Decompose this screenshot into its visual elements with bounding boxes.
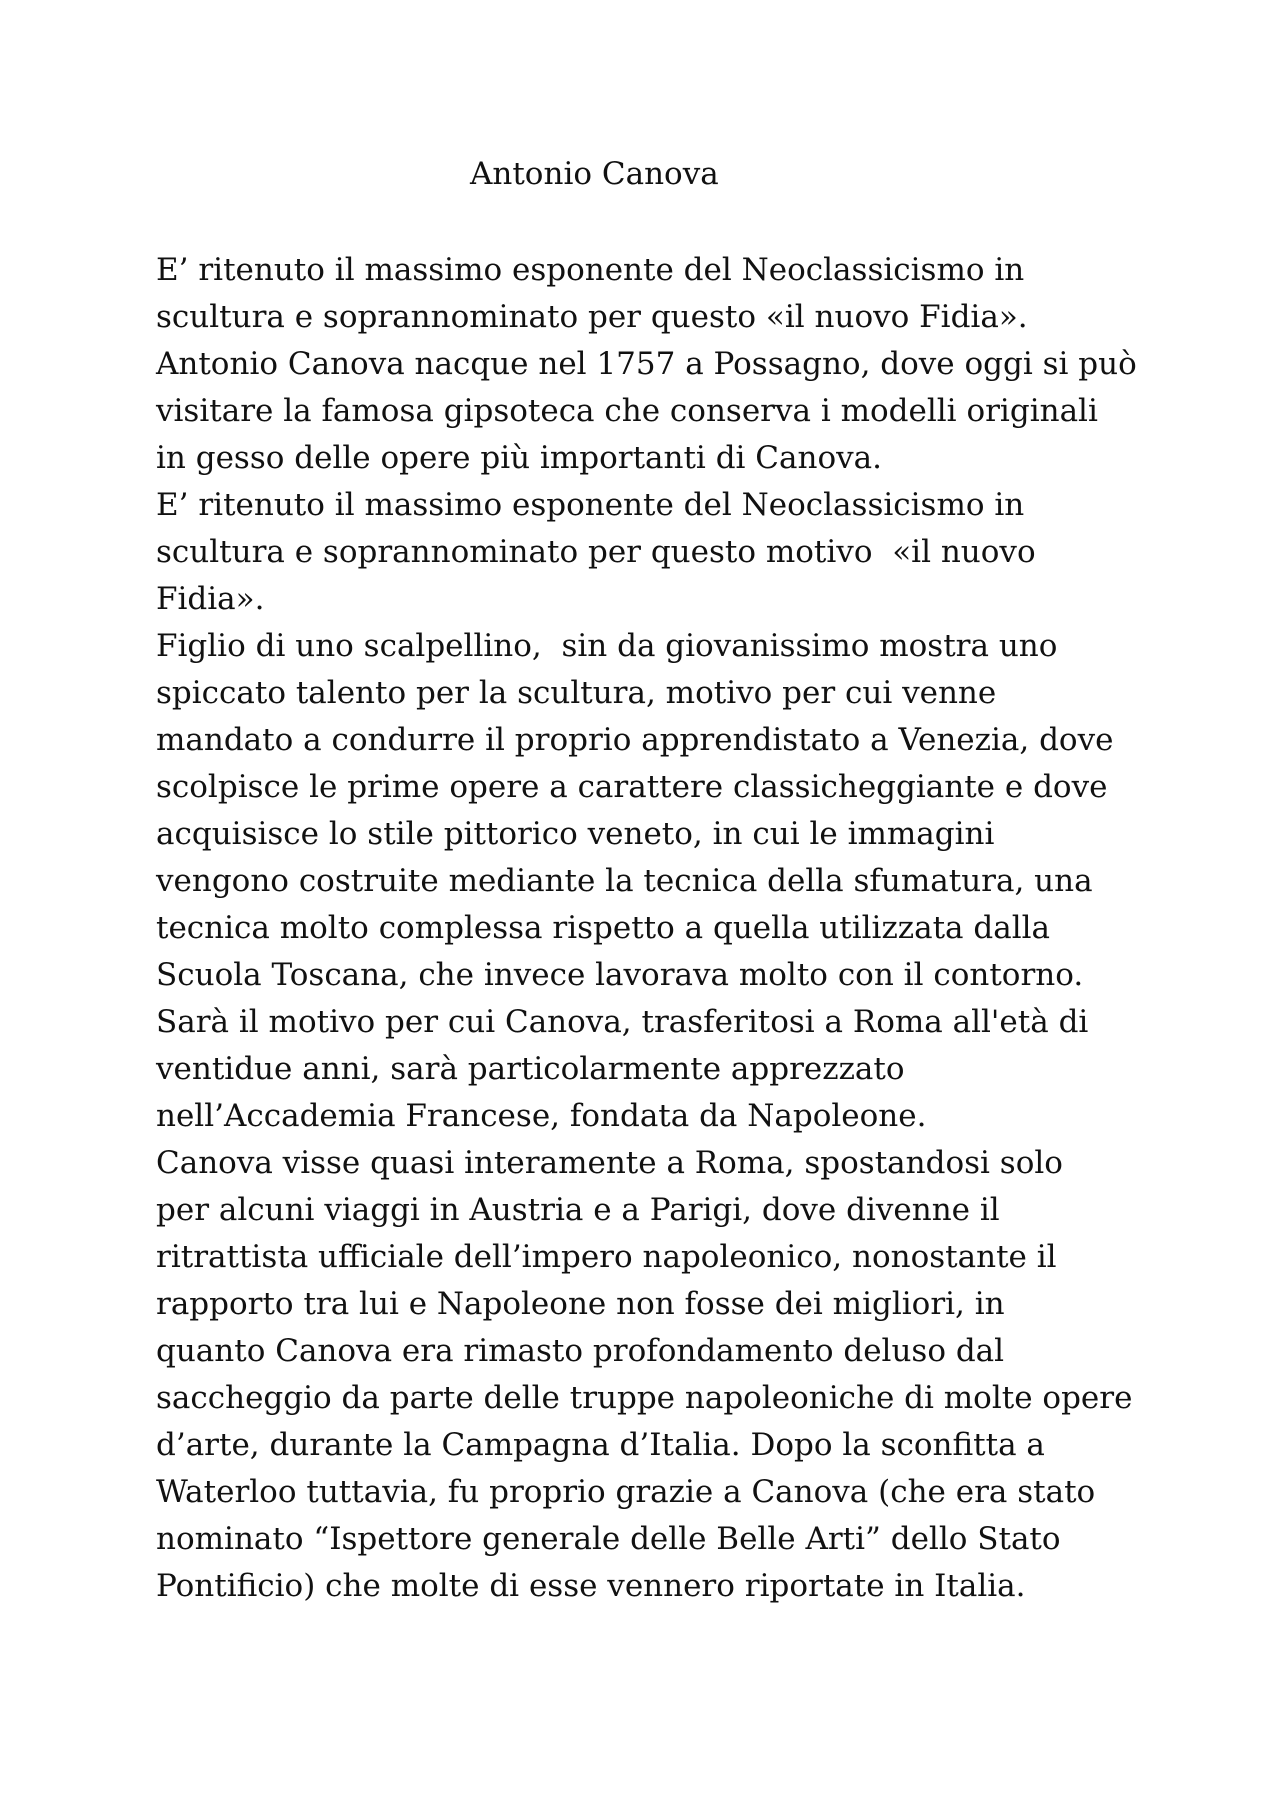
text-line: E’ ritenuto il massimo esponente del Neoclassicismo in (156, 252, 1025, 288)
text-line: rapporto tra lui e Napoleone non fosse dei migliori, in (156, 1286, 1005, 1322)
text-line: tecnica molto complessa rispetto a quella utilizzata dalla (156, 910, 1051, 946)
text-line: nominato “Ispettore generale delle Belle Arti” dello Stato (156, 1521, 1061, 1557)
text-line: saccheggio da parte delle truppe napoleoniche di molte opere (156, 1380, 1133, 1416)
text-line: vengono costruite mediante la tecnica della sfumatura, una (156, 863, 1093, 899)
text-line: spiccato talento per la scultura, motivo per cui venne (156, 675, 997, 711)
text-line: visitare la famosa gipsoteca che conserva i modelli originali (156, 393, 1098, 429)
text-line: Antonio Canova nacque nel 1757 a Possagno, dove oggi si può (156, 346, 1137, 382)
text-line: ritrattista ufficiale dell’impero napoleonico, nonostante il (156, 1239, 1057, 1275)
document-title: Antonio Canova (470, 156, 719, 192)
text-line: E’ ritenuto il massimo esponente del Neoclassicismo in (156, 487, 1025, 523)
text-line: Figlio di uno scalpellino, sin da giovanissimo mostra uno (156, 628, 1058, 664)
text-line: scultura e soprannominato per questo motivo «il nuovo (156, 534, 1036, 570)
text-line: mandato a condurre il proprio apprendistato a Venezia, dove (156, 722, 1114, 758)
text-line: nell’Accademia Francese, fondata da Napoleone. (156, 1098, 927, 1134)
text-line: Waterloo tuttavia, fu proprio grazie a Canova (che era stato (156, 1474, 1096, 1510)
text-line: Fidia». (156, 581, 265, 617)
text-line: scolpisce le prime opere a carattere classicheggiante e dove (156, 769, 1108, 805)
text-line: per alcuni viaggi in Austria e a Parigi, dove divenne il (156, 1192, 1000, 1228)
text-line: Pontificio) che molte di esse vennero riportate in Italia. (156, 1568, 1026, 1604)
text-line: acquisisce lo stile pittorico veneto, in cui le immagini (156, 816, 995, 852)
text-line: ventidue anni, sarà particolarmente apprezzato (156, 1051, 905, 1087)
text-line: in gesso delle opere più importanti di Canova. (156, 440, 882, 476)
text-line: quanto Canova era rimasto profondamento deluso dal (156, 1333, 1005, 1369)
text-line: Canova visse quasi interamente a Roma, spostandosi solo (156, 1145, 1063, 1181)
text-line: d’arte, durante la Campagna d’Italia. Dopo la sconfitta a (156, 1427, 1045, 1463)
text-line: Scuola Toscana, che invece lavorava molto con il contorno. (156, 957, 1084, 993)
text-line: scultura e soprannominato per questo «il nuovo Fidia». (156, 299, 1028, 335)
text-line: Sarà il motivo per cui Canova, trasferitosi a Roma all'età di (156, 1004, 1089, 1040)
body-text (156, 247, 1146, 1610)
